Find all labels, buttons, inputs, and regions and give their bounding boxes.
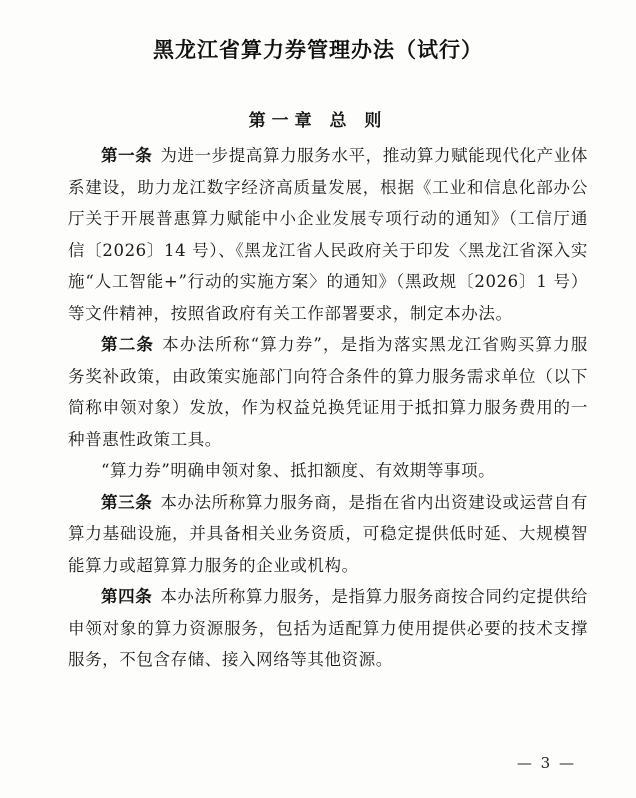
article-3-heading: 第三条: [101, 492, 153, 512]
article-2-note: [68, 455, 588, 487]
article-2: [68, 329, 588, 455]
article-4-heading: 第四条: [101, 587, 153, 606]
article-4-text: 本办法所称算力服务，是指算力服务商按合同约定提供给申领对象的算力资源服务，包括为适配算力使用提供必要的技术支撑服务，不包含存储、接入网络等其他资源。: [68, 587, 588, 669]
article-2-heading: 第二条: [101, 335, 155, 354]
article-3-text: 本办法所称算力服务商，是指在省内出资建设或运营自有算力基础设施，并具备相关业务资质，可稳定提供低时延、大规模智能算力或超算算力服务的企业或机构。: [68, 492, 588, 575]
document-body: [68, 140, 588, 676]
article-2-text: 本办法所称“算力券”，是指为落实黑龙江省购买算力服务奖补政策，由政策实施部门向符合条件的算力服务需求单位（以下简称申领对象）发放，作为权益兑换凭证用于抵扣算力服务费用的一种普惠性政策工具。: [68, 335, 588, 449]
page-number: — 3 —: [516, 754, 576, 772]
article-2-note-text: “算力券”明确申领对象、抵扣额度、有效期等事项。: [101, 461, 496, 480]
article-4: [68, 581, 588, 676]
article-1-heading: 第一条: [101, 146, 153, 165]
article-1-text: 为进一步提高算力服务水平，推动算力赋能现代化产业体系建设，助力龙江数字经济高质量发展，根据《工业和信息化部办公厅关于开展普惠算力赋能中小企业发展专项行动的通知》（工信厅通信〔2026〕14 号）、《黑龙江省人民政府关于印发〈黑龙江省深入实施“人工智能+”行动的实施方案〉的通知》（黑政规〔2026〕1 号）等文件精神，按照省政府有关工作部署要求，制定本办法。: [68, 146, 588, 323]
document-title: 黑龙江省算力券管理办法（试行）: [153, 38, 483, 62]
article-3: [68, 487, 588, 582]
chapter-heading: 第一章 总 则: [248, 111, 388, 131]
article-1: [68, 140, 588, 329]
